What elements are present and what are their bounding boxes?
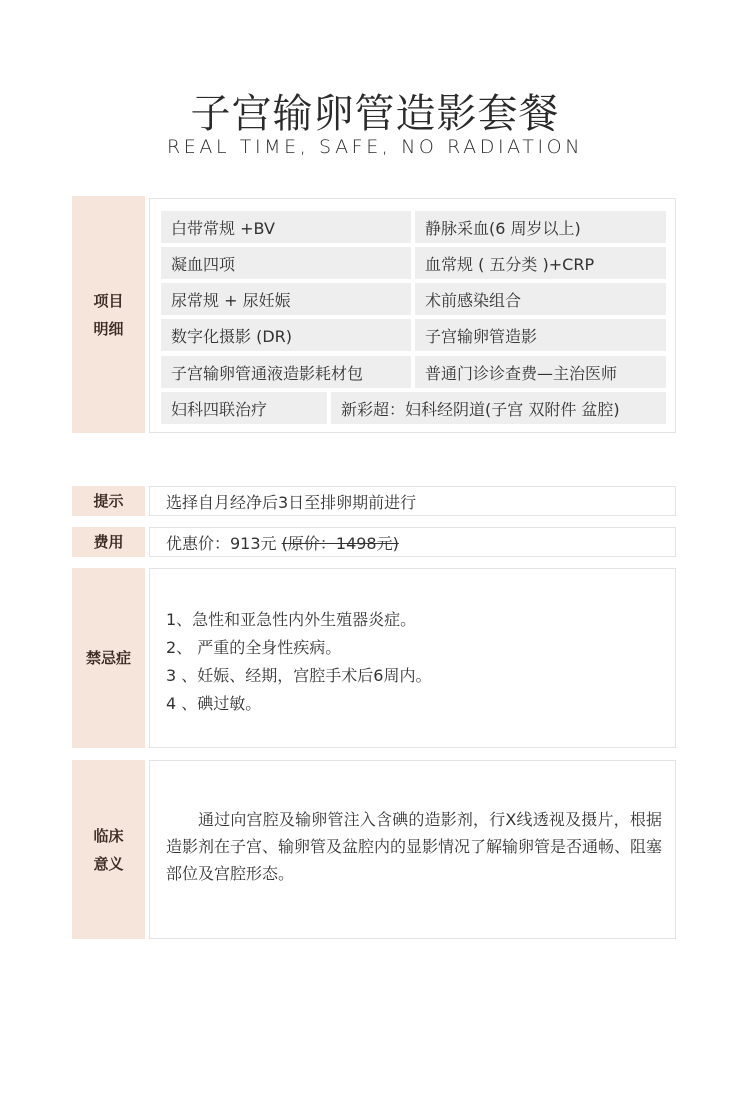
item-cell: 普通门诊诊查费—主治医师 <box>415 356 666 388</box>
tip-text: 选择自月经净后3日至排卵期前进行 <box>166 493 417 512</box>
fee-text <box>166 531 399 554</box>
item-cell: 妇科四联治疗 <box>161 392 327 424</box>
label-items-line2: 明细 <box>93 319 124 338</box>
label-meaning-line1: 临床 <box>93 826 124 845</box>
label-fee: 费用 <box>72 527 145 557</box>
label-tip: 提示 <box>72 486 145 516</box>
item-cell: 血常规 ( 五分类 )+CRP <box>415 247 666 279</box>
item-cell: 尿常规 + 尿妊娠 <box>161 283 411 315</box>
item-cell: 静脉采血(6 周岁以上) <box>415 211 666 243</box>
item-cell: 凝血四项 <box>161 247 411 279</box>
fee-current: 优惠价：913元 <box>166 534 282 553</box>
item-cell: 白带常规 +BV <box>161 211 411 243</box>
label-clinical-meaning <box>72 760 145 939</box>
label-items <box>72 196 145 433</box>
list-item: 1、急性和亚急性内外生殖器炎症。 <box>166 610 417 629</box>
label-contraindications: 禁忌症 <box>72 568 145 748</box>
item-cell: 新彩超：妇科经阴道(子宫 双附件 盆腔) <box>331 392 666 424</box>
contraindications-list <box>166 606 431 718</box>
item-cell: 子宫输卵管通液造影耗材包 <box>161 356 411 388</box>
label-meaning-line2: 意义 <box>93 854 124 873</box>
list-item: 4 、碘过敏。 <box>166 694 262 713</box>
clinical-meaning-text: 通过向宫腔及输卵管注入含碘的造影剂，行X线透视及摄片，根据造影剂在子宫、输卵管及盆腔内的显影情况了解输卵管是否通畅、阻塞部位及宫腔形态。 <box>166 810 663 883</box>
list-item: 3 、妊娠、经期，宫腔手术后6周内。 <box>166 666 432 685</box>
item-cell: 数字化摄影 (DR) <box>161 319 411 351</box>
item-cell: 子宫输卵管造影 <box>415 319 666 351</box>
fee-original: (原价：1498元) <box>281 534 399 553</box>
page-title: 子宫输卵管造影套餐 <box>190 91 560 137</box>
label-items-line1: 项目 <box>93 291 124 310</box>
list-item: 2、 严重的全身性疾病。 <box>166 638 342 657</box>
page-subtitle: REAL TIME, SAFE, NO RADIATION <box>166 136 584 158</box>
item-cell: 术前感染组合 <box>415 283 666 315</box>
